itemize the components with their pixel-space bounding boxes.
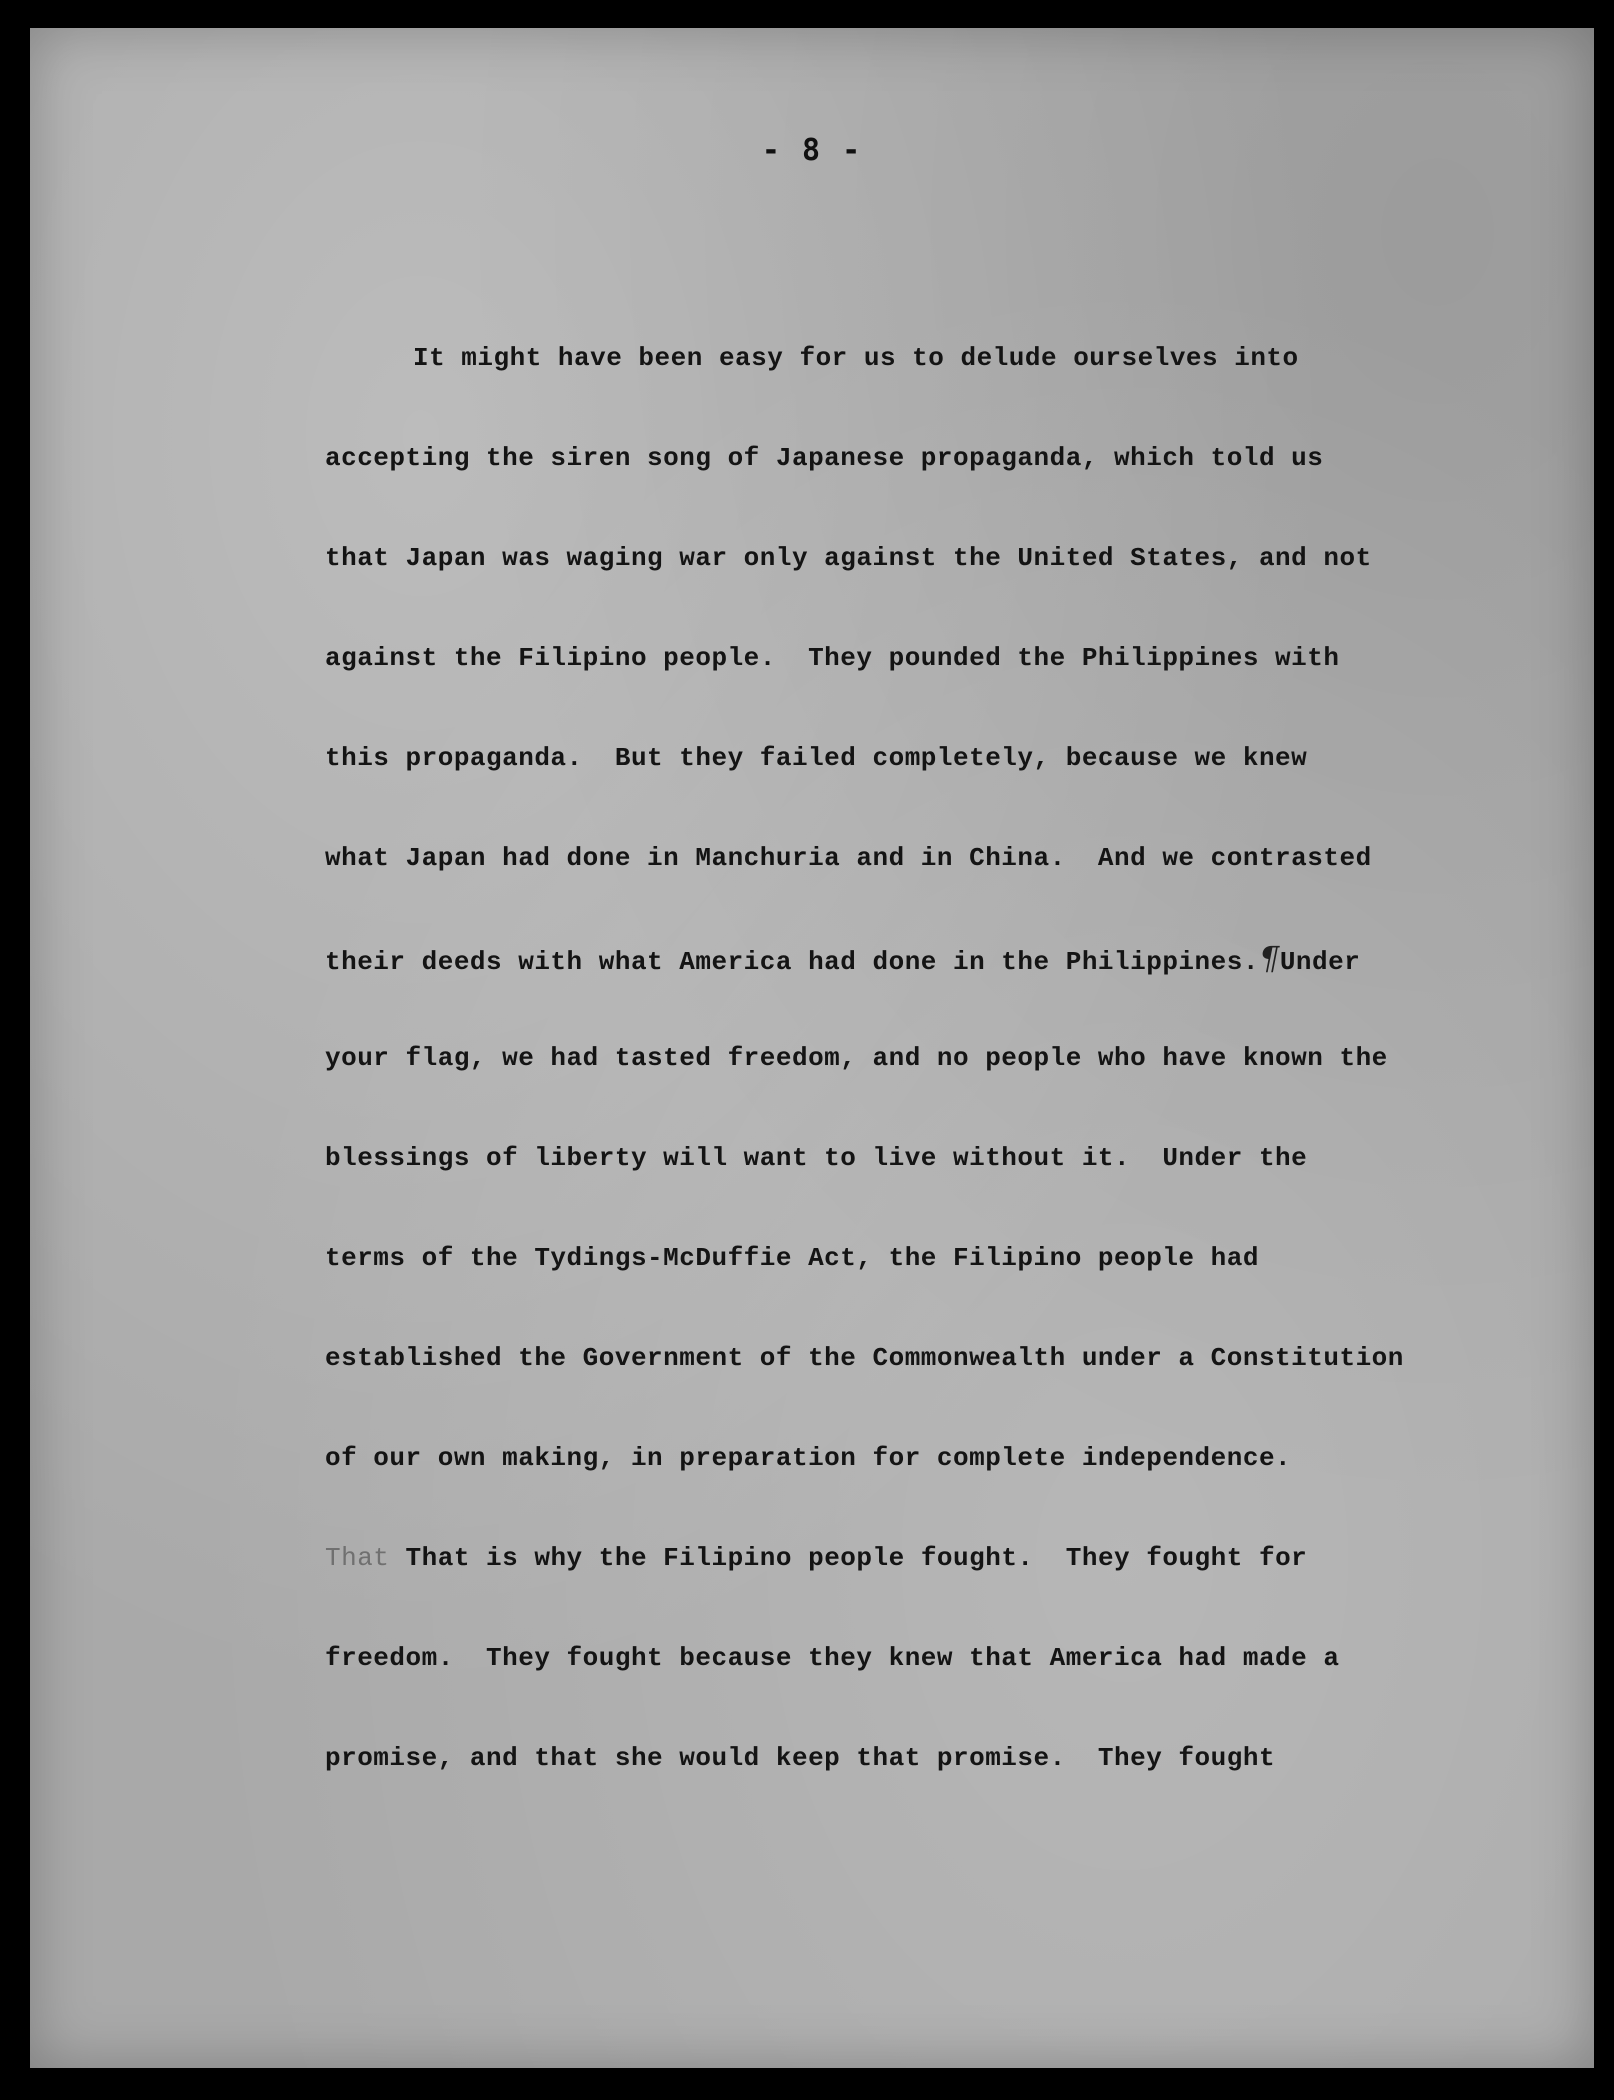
page-number: - 8 - — [761, 133, 863, 168]
text-line: that Japan was waging war only against the United States, and not — [325, 543, 1372, 573]
text-line: accepting the siren song of Japanese propaganda, which told us — [325, 443, 1324, 473]
text-line-with-ghost — [325, 1528, 1475, 1628]
text-line: what Japan had done in Manchuria and in China. And we contrasted — [325, 843, 1372, 873]
text-line: freedom. They fought because they knew that America had made a — [325, 1643, 1340, 1673]
text-line-with-mark — [325, 928, 1475, 1028]
ghost-word: That — [325, 1543, 390, 1573]
text-line: your flag, we had tasted freedom, and no people who have known the — [325, 1043, 1388, 1073]
text-line: established the Government of the Commonwealth under a Constitution — [325, 1343, 1404, 1373]
text-line: terms of the Tydings-McDuffie Act, the Filipino people had — [325, 1243, 1259, 1273]
document-page — [30, 28, 1594, 2068]
text-line: promise, and that she would keep that promise. They fought — [325, 1743, 1276, 1773]
text-fragment: Under — [1279, 947, 1361, 977]
paragraph-mark: ¶ — [1258, 939, 1280, 977]
text-line: That is why the Filipino people fought. They fought for — [405, 1543, 1308, 1573]
text-line: of our own making, in preparation for complete independence. — [325, 1443, 1292, 1473]
text-line: It might have been easy for us to delude ourselves into — [413, 343, 1299, 373]
text-line: against the Filipino people. They pounded the Philippines with — [325, 643, 1340, 673]
body-text — [325, 328, 1475, 1828]
text-line: this propaganda. But they failed completely, because we knew — [325, 743, 1308, 773]
text-line: blessings of liberty will want to live without it. Under the — [325, 1143, 1308, 1173]
text-line: their deeds with what America had done in the Philippines. — [325, 947, 1259, 977]
